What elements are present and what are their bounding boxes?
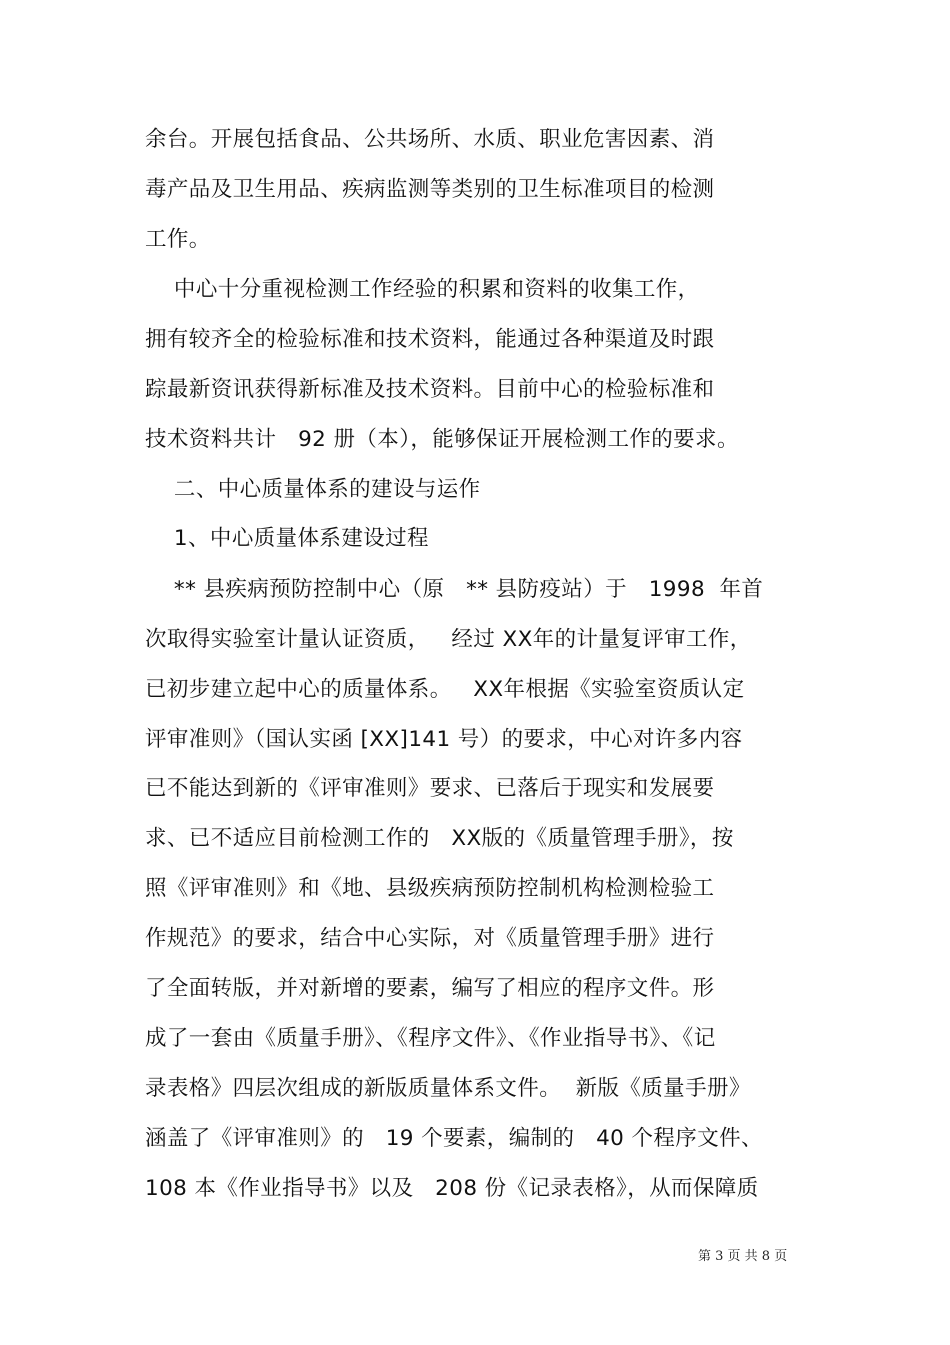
subsection-heading: 1、中心质量体系建设过程 — [145, 526, 429, 551]
text-line: 中心十分重视检测工作经验的积累和资料的收集工作， — [145, 277, 700, 302]
text-line: 踪最新资讯获得新标准及技术资料。目前中心的检验标准和 — [145, 377, 715, 402]
text-line: 余台。开展包括食品、公共场所、水质、职业危害因素、消 — [145, 127, 715, 152]
text-line: 了全面转版，并对新增的要素，编写了相应的程序文件。形 — [145, 976, 715, 1001]
text-line: 评审准则》（国认实函 [XX]141 号）的要求，中心对许多内容 — [145, 727, 743, 752]
text-line: 照《评审准则》和《地、县级疾病预防控制机构检测检验工 — [145, 876, 715, 901]
text-line: 拥有较齐全的检验标准和技术资料，能通过各种渠道及时跟 — [145, 327, 715, 352]
text-line: 工作。 — [145, 227, 211, 252]
page-number: 第 3 页 共 8 页 — [698, 1249, 788, 1264]
text-line: ** 县疾病预防控制中心（原 ** 县防疫站）于 1998 年首 — [145, 577, 764, 602]
text-line: 求、已不适应目前检测工作的 XX版的《质量管理手册》，按 — [145, 826, 734, 851]
text-line: 已不能达到新的《评审准则》要求、已落后于现实和发展要 — [145, 776, 715, 801]
text-line: 作规范》的要求，结合中心实际，对《质量管理手册》进行 — [145, 926, 715, 951]
text-line: 已初步建立起中心的质量体系。 XX年根据《实验室资质认定 — [145, 677, 745, 702]
text-line: 技术资料共计 92 册（本），能够保证开展检测工作的要求。 — [145, 427, 739, 452]
text-line: 次取得实验室计量认证资质， 经过 XX年的计量复评审工作， — [145, 627, 752, 652]
section-heading: 二、中心质量体系的建设与运作 — [145, 477, 481, 502]
text-line: 成了一套由《质量手册》、《程序文件》、《作业指导书》、《记 — [145, 1026, 716, 1051]
text-line: 涵盖了《评审准则》的 19 个要素，编制的 40 个程序文件、 — [145, 1126, 763, 1151]
text-line: 录表格》四层次组成的新版质量体系文件。 新版《质量手册》 — [145, 1076, 751, 1101]
text-line: 108 本《作业指导书》以及 208 份《记录表格》，从而保障质 — [145, 1176, 759, 1201]
text-line: 毒产品及卫生用品、疾病监测等类别的卫生标准项目的检测 — [145, 177, 715, 202]
